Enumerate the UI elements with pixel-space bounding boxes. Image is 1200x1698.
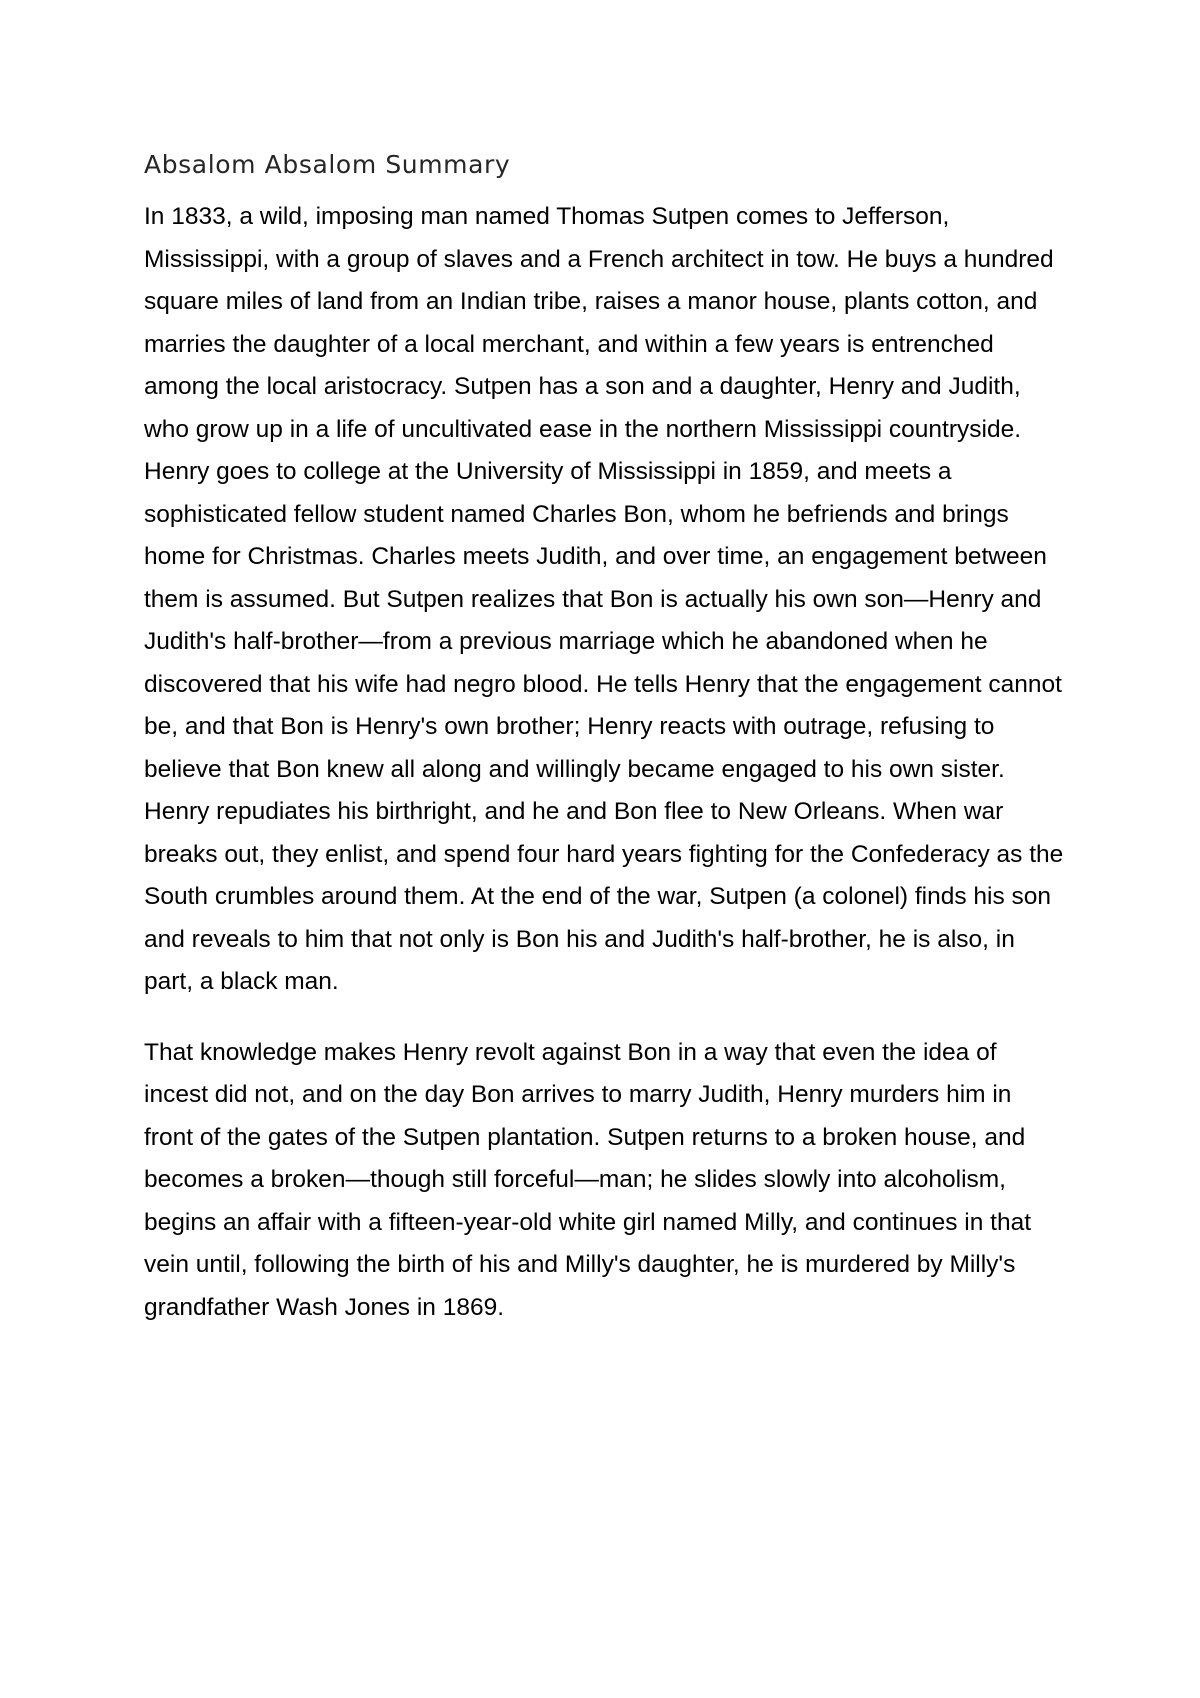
document-title: Absalom Absalom Summary xyxy=(144,150,511,179)
paragraph-1: In 1833, a wild, imposing man named Thomas Sutpen comes to Jefferson, Mississippi, with a group of slaves and a French architect in tow. He buys a hundred square miles of land from an Indian tribe, raises a manor house, plants cotton, and marries the daughter of a local merchant, and within a few years is entrenched among the local aristocracy. Sutpen has a son and a daughter, Henry and Judith, who grow up in a life of uncultivated ease in the northern Mississippi countryside. Henry goes to college at the University of Mississippi in 1859, and meets a sophisticated fellow student named Charles Bon, whom he befriends and brings home for Christmas. Charles meets Judith, and over time, an engagement between them is assumed. But Sutpen realizes that Bon is actually his own son—Henry and Judith's half-brother—from a previous marriage which he abandoned when he discovered that his wife had negro blood. He tells Henry that the engagement cannot be, and that Bon is Henry's own brother; Henry reacts with outrage, refusing to believe that Bon knew all along and willingly became engaged to his own sister. Henry repudiates his birthright, and he and Bon flee to New Orleans. When war breaks out, they enlist, and spend four hard years fighting for the Confederacy as the South crumbles around them. At the end of the war, Sutpen (a colonel) finds his son and reveals to him that not only is Bon his and Judith's half-brother, he is also, in part, a black man. xyxy=(144,203,1064,995)
document-body xyxy=(144,148,1064,1329)
paragraph-2: That knowledge makes Henry revolt against Bon in a way that even the idea of incest did not, and on the day Bon arrives to marry Judith, Henry murders him in front of the gates of the Sutpen plantation. Sutpen returns to a broken house, and becomes a broken—though still forceful—man; he slides slowly into alcoholism, begins an affair with a fifteen-year-old white girl named Milly, and continues in that vein until, following the birth of his and Milly's daughter, he is murdered by Milly's grandfather Wash Jones in 1869. xyxy=(144,1038,1032,1321)
